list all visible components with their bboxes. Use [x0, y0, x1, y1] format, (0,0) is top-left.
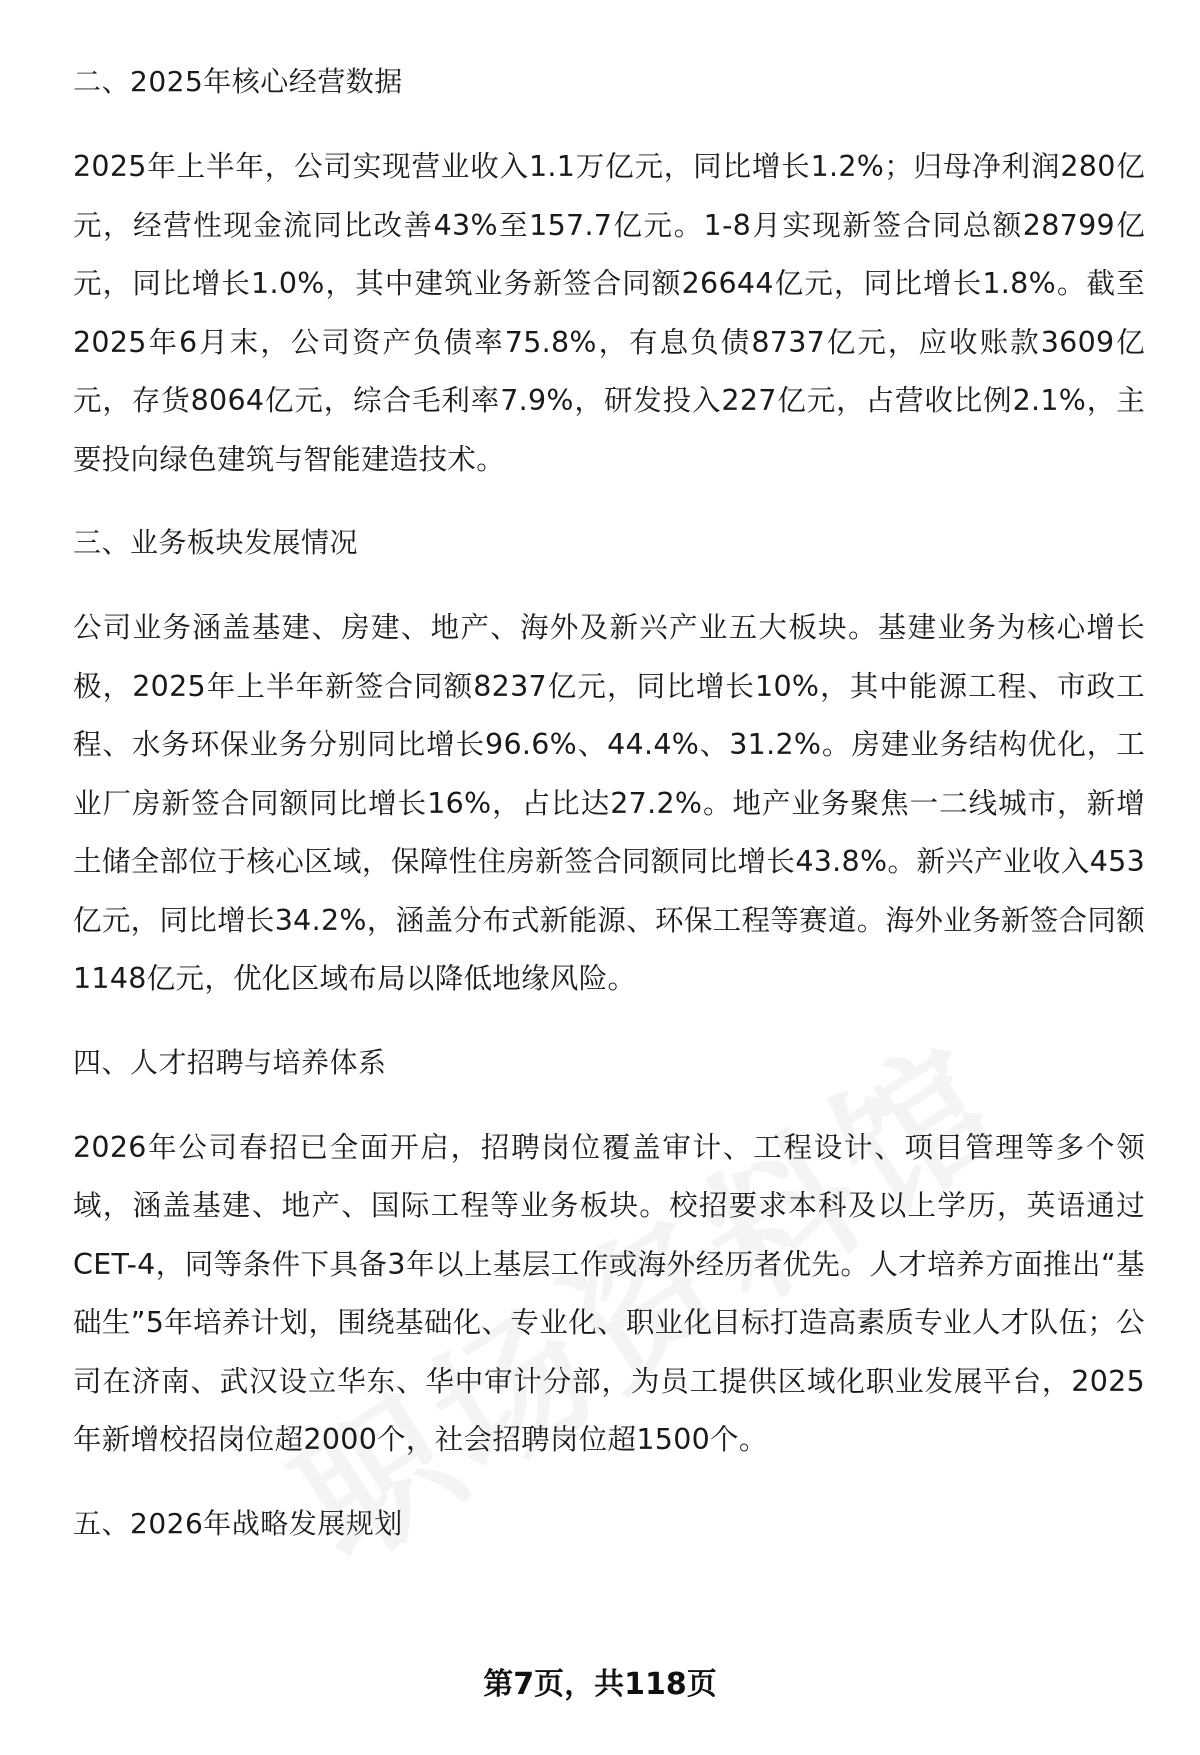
- section-paragraph-2: 2025年上半年，公司实现营业收入1.1万亿元，同比增长1.2%；归母净利润280亿元，经营性现金流同比改善43%至157.7亿元。1-8月实现新签合同总额28799亿元，同比增长1.0%，其中建筑业务新签合同额26644亿元，同比增长1.8%。截至2025年6月末，公司资产负债率75.8%，有息负债8737亿元，应收账款3609亿元，存货8064亿元，综合毛利率7.9%，研发投入227亿元，占营收比例2.1%，主要投向绿色建筑与智能建造技术。: [73, 150, 1145, 476]
- section-heading-5: 五、2026年战略发展规划: [73, 1506, 403, 1540]
- section-heading-3: 三、业务板块发展情况: [73, 526, 359, 559]
- page-number: 第7页，共118页: [483, 1667, 717, 1702]
- section-paragraph-3: 公司业务涵盖基建、房建、地产、海外及新兴产业五大板块。基建业务为核心增长极，2025年上半年新签合同额8237亿元，同比增长10%，其中能源工程、市政工程、水务环保业务分别同比增长96.6%、44.4%、31.2%。房建业务结构优化，工业厂房新签合同额同比增长16%，占比达27.2%。地产业务聚焦一二线城市，新增土储全部位于核心区域，保障性住房新签合同额同比增长43.8%。新兴产业收入453亿元，同比增长34.2%，涵盖分布式新能源、环保工程等赛道。海外业务新签合同额1148亿元，优化区域布局以降低地缘风险。: [73, 611, 1145, 995]
- section-heading-2: 二、2025年核心经营数据: [73, 65, 403, 98]
- document-body: [73, 62, 1145, 1580]
- section-paragraph-4: 2026年公司春招已全面开启，招聘岗位覆盖审计、工程设计、项目管理等多个领域，涵盖基建、地产、国际工程等业务板块。校招要求本科及以上学历，英语通过CET-4，同等条件下具备3年以上基层工作或海外经历者优先。人才培养方面推出“基础生”5年培养计划，围绕基础化、专业化、职业化目标打造高素质专业人才队伍；公司在济南、武汉设立华东、华中审计分部，为员工提供区域化职业发展平台，2025年新增校招岗位超2000个，社会招聘岗位超1500个。: [73, 1130, 1145, 1456]
- section-heading-4: 四、人才招聘与培养体系: [73, 1045, 387, 1079]
